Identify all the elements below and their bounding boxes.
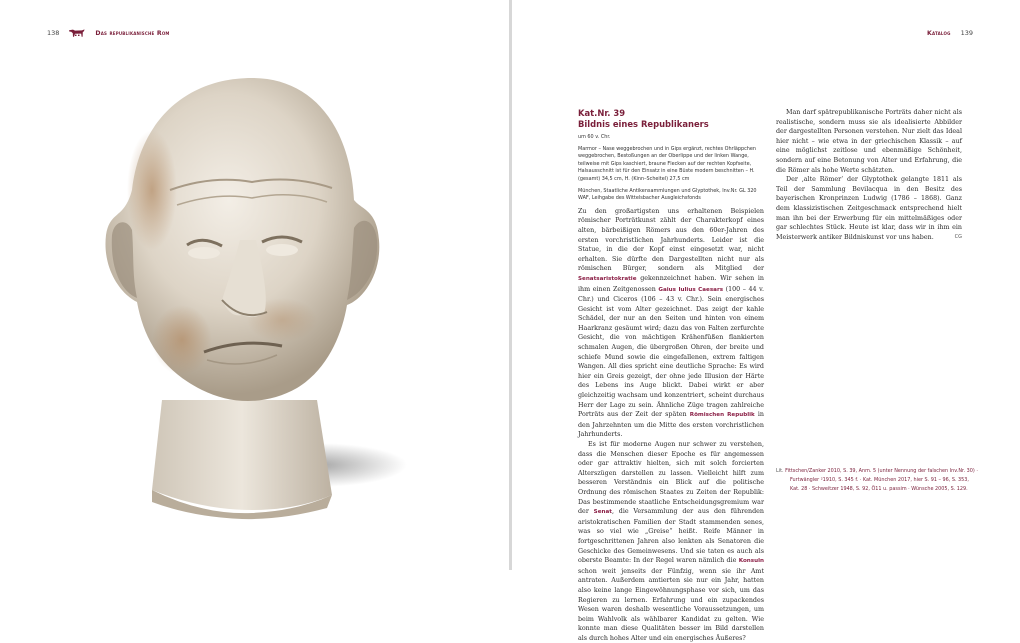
body-paragraph-4: Der ‚alte Römer‘ der Glyptothek gelangte 1811 als Teil der Sammlung Bevilacqua in den Besitz des bayerischen Kronprinzen Ludwig (1786 – 1868). Ganz dem klassizistischen Zeitgeschmack entsprechend hielt man ihn bei der Erwerbung für ein mittelmäßiges oder gar schlechtes Stück. Heute ist klar, dass wir in ihm ein Meisterwerk antiker Bildniskunst vor uns haben. CG [776, 176, 962, 241]
term-senatsaristokratie[interactable]: Senatsaristokratie [578, 275, 637, 282]
running-head-left [47, 29, 170, 37]
catalog-material: Marmor – Nase weggebrochen und in Gips ergänzt, rechtes Ohrläppchen weggebrochen, Bestoßungen an der Oberlippe und der linken Wange, teilweise mit Gips kaschiert, braune Flecken auf der rechten Kopfseite, Halsausschnitt ist für den Einsatz in eine Büste modern beschnitten – H. (gesamt) 34,5 cm, H. (Kinn–Scheitel) 27,5 cm [578, 145, 757, 182]
marble-bust-image [92, 70, 412, 520]
literature-label: Lit. [776, 468, 784, 474]
catalog-title: Bildnis eines Republikaners [578, 119, 709, 129]
body-paragraph-3: Man darf spätrepublikanische Porträts daher nicht als realistische, sondern muss sie als idealisierte Abbilder der dargestellten Personen verstehen. Nur zielt das Ideal hier nicht – wie etwa in der griechischen Klassik – auf eine möglichst zeitlose und ebenmäßige Schönheit, sondern auf eine Betonung von Alter und Erfahrung, die die Römer als hohe Werte schätzten. [776, 109, 962, 174]
body-paragraph-2: Es ist für moderne Augen nur schwer zu verstehen, dass die Menschen dieser Epoche es für angemessen oder gar attraktiv hielten, sich mit solch forcierten Alterszügen darstellen zu lassen. Vielleicht hilft zum besseren Verständnis ein Blick auf die politische Ordnung des römischen Staates zu Zeiten der Republik: Das bestimmende staatliche Entscheidungsgremium war der Senat, die Versammlung der aus den führenden aristokratischen Familien der Stadt stammenden senes, was so viel wie „Greise“ heißt. Reife Männer in fortgeschrittenen Jahren also lenkten als Senatoren die Geschicke des Gemeinwesens. Und sie taten es auch als oberste Beamte: In der Regel waren nämlich die Konsuln schon weit jenseits der Fünfzig, wenn sie ihr Amt antraten. Außerdem amtierten sie nur ein Jahr, hatten also keine lange Eingewöhnungsphase vor sich, um das Regieren zu lernen. Erfahrung und ein zupackendes Wesen waren deshalb wesentliche Voraussetzungen, um beim Wahlvolk als wählbarer Kandidat zu gelten. Wie konnte man diese Qualitäten besser im Bild darstellen als durch hohes Alter und ein energisches Äußeres? [578, 441, 764, 642]
catalog-location: München, Staatliche Antikensammlungen und Glyptothek, Inv.Nr. GL 320 WAF, Leihgabe des Wittelsbacher Ausgleichsfonds [578, 187, 757, 202]
running-title-left: Das republikanische Rom [95, 29, 170, 37]
running-title-right: Katalog [926, 29, 951, 37]
left-page [0, 0, 509, 570]
body-paragraph-1: Zu den großartigsten uns erhaltenen Beispielen römischer Porträtkunst zählt der Charakterkopf eines alten, bärbeißigen Römers aus den 60er-Jahren des ersten vorchristlichen Jahrhunderts. Leider ist die Statue, in die der Kopf einst eingesetzt war, nicht erhalten. Sie dürfte den Dargestellten nicht nur als römischen Bürger, sondern als Mitglied der Senatsaristokratie gekennzeichnet haben. Wir sehen in ihm einen Zeitgenossen Gaius Iulius Caesars (100 – 44 v. Chr.) und Ciceros (106 – 43 v. Chr.). Sein energisches Gesicht ist vom Alter gezeichnet. Das zeigt der kahle Schädel, der nur an den Seiten und hinten von einem Haarkranz gesäumt wird; dazu das von Falten zerfurchte Gesicht, die von mächtigen Krähenfüßen flankierten schmalen Augen, die übergroßen Ohren, der breite und schiefe Mund sowie die eingefallenen, extrem faltigen Wangen. All dies spricht eine deutliche Sprache: Es wird hier ein Greis gezeigt, der ohne jede Illusion der Härte des Lebens ins Auge blickt. Dabei wirkt er aber gleichzeitig wachsam und konzentriert, scheint durchaus Herr der Lage zu sein. Ähnliche Züge tragen zahlreiche Porträts aus der Zeit der späten Römischen Republik in den Jahrzehnten um die Mitte des ersten vorchristlichen Jahrhunderts. [578, 207, 764, 439]
catalog-number: Kat.Nr. 39 [578, 108, 626, 118]
literature-text: Fittschen/Zanker 2010, S. 39, Anm. 5 (unter Nennung der falschen Inv.Nr. 30) · Furtwängler ²1910, S. 345 f. · Kat. München 2017, hier S. 91 – 96, S. 353, Kat. 28 · Schweitzer 1948, S. 92, Ö11 u. passim · Wünsche 2005, S. 129. [785, 468, 978, 492]
right-page [512, 0, 1020, 642]
term-konsuln[interactable]: Konsuln [738, 558, 764, 565]
text-column-2 [776, 108, 962, 242]
running-head-right [927, 29, 973, 37]
text-column-1 [578, 108, 764, 643]
page-number-right: 139 [960, 29, 973, 37]
author-signature: CG [954, 233, 962, 240]
term-senat[interactable]: Senat [593, 509, 612, 516]
page-number-left: 138 [47, 29, 60, 37]
catalog-date: um 60 v. Chr. [578, 134, 611, 140]
capitoline-wolf-icon [69, 29, 85, 37]
term-caesar[interactable]: Gaius Iulius Caesars [658, 286, 724, 293]
term-roemische-republik[interactable]: Römischen Republik [689, 412, 755, 419]
literature-references [776, 467, 980, 494]
